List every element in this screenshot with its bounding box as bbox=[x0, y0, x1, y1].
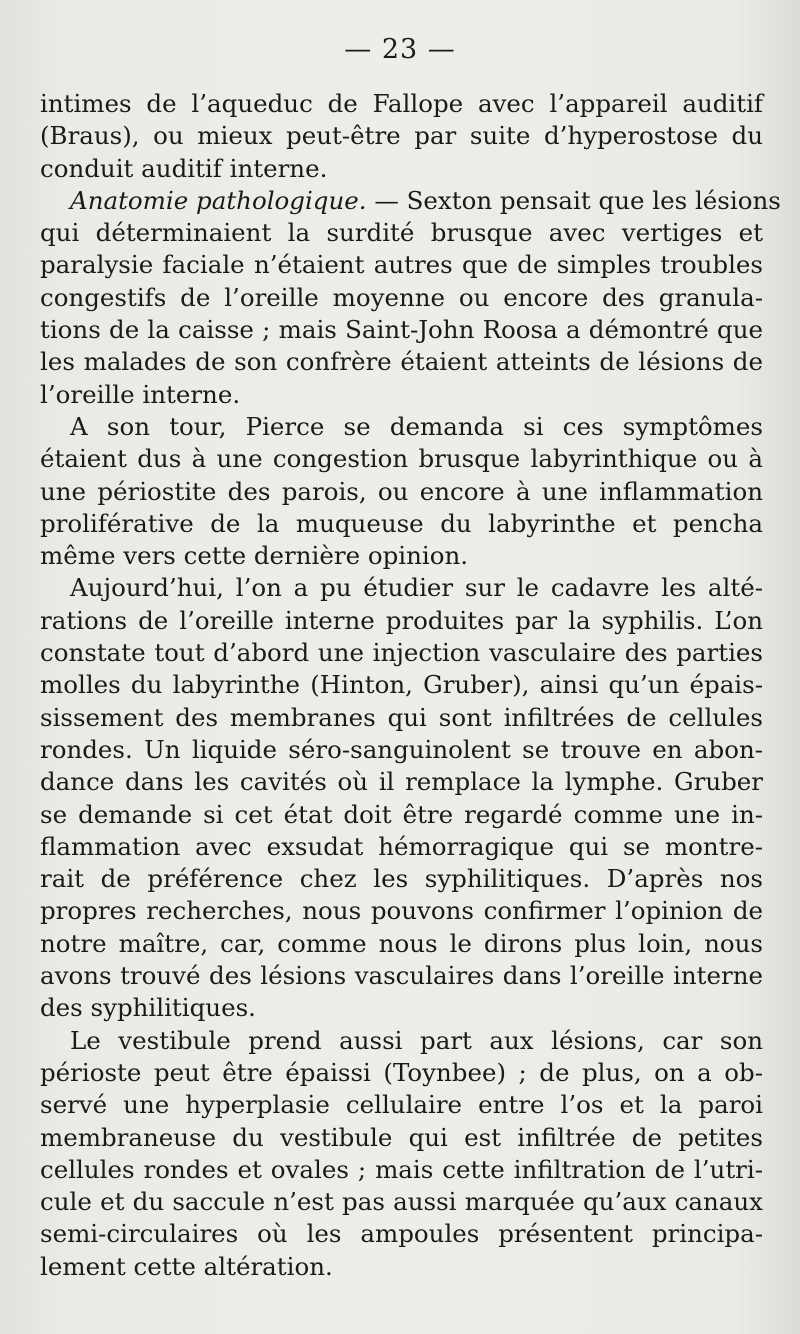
text-line: même vers cette dernière opinion. bbox=[40, 541, 469, 571]
text-line: Aujourd’hui, l’on a pu étudier sur le cadavre les alté- bbox=[70, 573, 763, 603]
body-text bbox=[40, 88, 781, 1283]
text-fragment: — Sexton pensait que les lésions bbox=[366, 185, 781, 215]
text-line: intimes de l’aqueduc de Fallope avec l’appareil auditif bbox=[40, 89, 763, 118]
text-line: l’oreille interne. bbox=[40, 379, 241, 409]
text-line: tions de la caisse ; mais Saint-John Roosa a démontré que bbox=[40, 315, 763, 345]
text-line: des syphilitiques. bbox=[40, 993, 256, 1023]
text-line: cule et du saccule n’est pas aussi marquée qu’aux canaux bbox=[40, 1187, 763, 1217]
text-line: membraneuse du vestibule qui est infiltrée de petites bbox=[40, 1122, 763, 1152]
text-line: congestifs de l’oreille moyenne ou encore des granula- bbox=[40, 282, 763, 312]
section-heading: Anatomie pathologique. bbox=[70, 185, 367, 215]
text-line: (Braus), ou mieux peut-être par suite d’hyperostose du bbox=[40, 121, 763, 151]
text-line: A son tour, Pierce se demanda si ces symptômes bbox=[70, 411, 763, 441]
text-line: servé une hyperplasie cellulaire entre l’os et la paroi bbox=[40, 1090, 763, 1120]
text-line: conduit auditif interne. bbox=[40, 153, 328, 183]
text-line: proliférative de la muqueuse du labyrinthe et pencha bbox=[40, 508, 763, 538]
paragraph bbox=[40, 1025, 763, 1283]
text-line: une périostite des parois, ou encore à une inflammation bbox=[40, 476, 763, 506]
text-line: dance dans les cavités où il remplace la lymphe. Gruber bbox=[40, 767, 763, 797]
text-line: notre maître, car, comme nous le dirons plus loin, nous bbox=[40, 928, 763, 958]
text-line: cellules rondes et ovales ; mais cette infiltration de l’utri- bbox=[40, 1154, 763, 1184]
text-line: qui déterminaient la surdité brusque avec vertiges et bbox=[40, 218, 763, 248]
text-line: périoste peut être épaissi (Toynbee) ; de plus, on a ob- bbox=[40, 1057, 763, 1087]
text-line: lement cette altération. bbox=[40, 1251, 333, 1281]
paragraph bbox=[40, 88, 763, 185]
paragraph bbox=[40, 572, 763, 1024]
text-line: flammation avec exsudat hémorragique qui se montre- bbox=[40, 831, 763, 861]
text-line: avons trouvé des lésions vasculaires dans l’oreille interne bbox=[40, 961, 763, 991]
text-line: rations de l’oreille interne produites par la syphilis. L’on bbox=[40, 605, 763, 635]
paragraph bbox=[40, 411, 763, 572]
text-line: sissement des membranes qui sont infiltrées de cellules bbox=[40, 702, 763, 732]
text-line: propres recherches, nous pouvons confirmer l’opinion de bbox=[40, 896, 763, 926]
page-number: — 23 — bbox=[344, 34, 456, 65]
text-line: rait de préférence chez les syphilitiques. D’après nos bbox=[40, 864, 763, 894]
text-line: Le vestibule prend aussi part aux lésions, car son bbox=[70, 1025, 763, 1055]
text-line: paralysie faciale n’étaient autres que de simples troubles bbox=[40, 250, 763, 280]
text-line: étaient dus à une congestion brusque labyrinthique ou à bbox=[40, 444, 763, 474]
text-line: se demande si cet état doit être regardé comme une in- bbox=[40, 799, 763, 829]
paragraph bbox=[40, 185, 781, 411]
text-line: les malades de son confrère étaient atteints de lésions de bbox=[40, 347, 763, 377]
text-line bbox=[40, 185, 781, 217]
text-line: semi-circulaires où les ampoules présentent principa- bbox=[40, 1219, 763, 1249]
text-line: rondes. Un liquide séro-sanguinolent se trouve en abon- bbox=[40, 734, 763, 764]
text-line: constate tout d’abord une injection vasculaire des parties bbox=[40, 638, 763, 668]
text-line: molles du labyrinthe (Hinton, Gruber), ainsi qu’un épais- bbox=[40, 670, 763, 700]
